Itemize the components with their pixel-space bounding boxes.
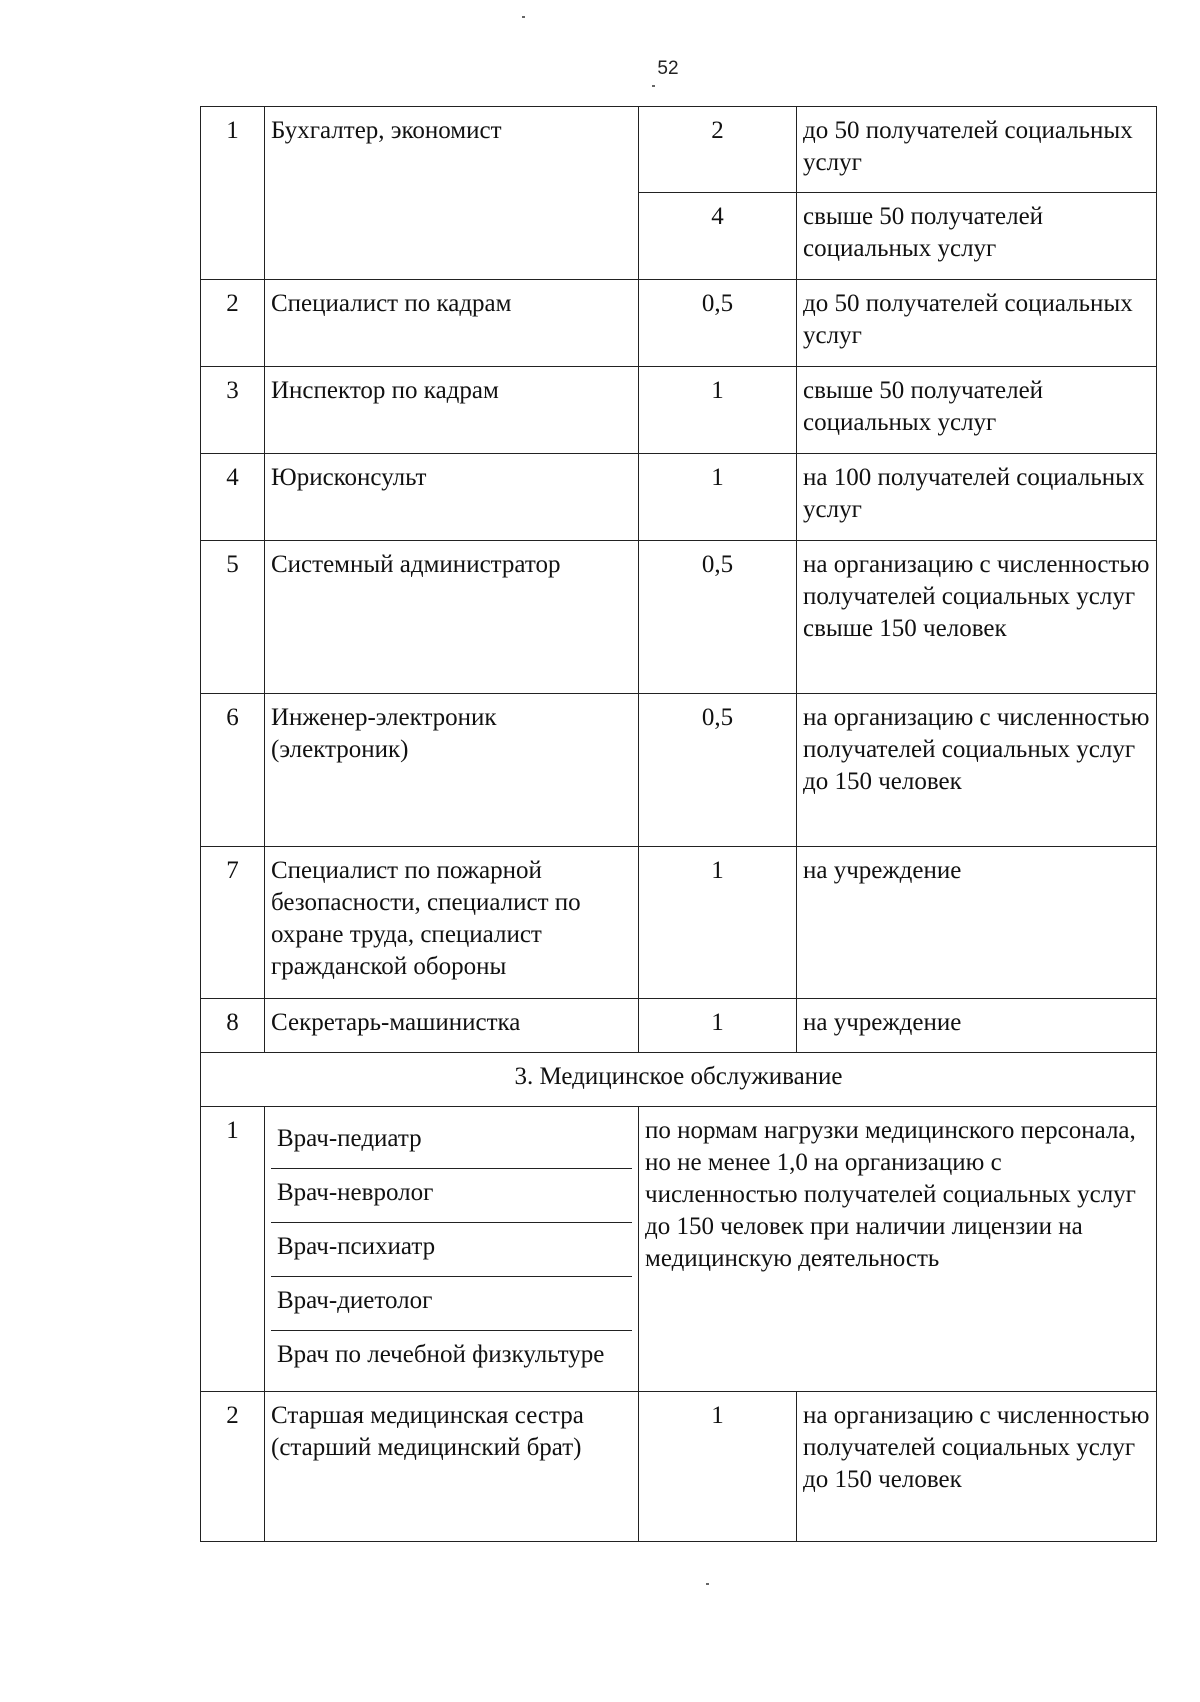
position-title: Системный администратор <box>265 541 639 694</box>
position-title: Секретарь-машинистка <box>265 999 639 1053</box>
staff-condition: на организацию с численностью получателей социальных услуг свыше 150 человек <box>797 541 1157 694</box>
table-row <box>201 1392 1157 1542</box>
doctor-item: Врач по лечебной физкультуре <box>277 1341 605 1368</box>
doctor-list <box>265 1107 639 1392</box>
table-row <box>201 847 1157 999</box>
row-number: 5 <box>201 541 265 694</box>
table-row <box>201 280 1157 367</box>
row-number: 7 <box>201 847 265 999</box>
staff-condition: до 50 получателей социальных услуг <box>797 107 1157 193</box>
staff-condition: по нормам нагрузки медицинского персонала, но не менее 1,0 на организацию с численностью получателей социальных услуг до 150 человек при наличии лицензии на медицинскую деятельность <box>639 1107 1157 1392</box>
section-title: 3. Медицинское обслуживание <box>201 1053 1157 1107</box>
staff-condition: свыше 50 получателей социальных услуг <box>797 367 1157 454</box>
staff-quantity: 1 <box>639 1392 797 1542</box>
row-number: 6 <box>201 694 265 847</box>
scan-speck <box>522 16 525 18</box>
row-number: 1 <box>201 1107 265 1392</box>
row-number: 3 <box>201 367 265 454</box>
page-number: 52 <box>657 58 679 79</box>
staff-condition: на учреждение <box>797 999 1157 1053</box>
position-title: Старшая медицинская сестра (старший медицинский брат) <box>265 1392 639 1542</box>
staff-quantity: 0,5 <box>639 280 797 367</box>
staff-quantity: 1 <box>639 847 797 999</box>
doctor-item: Врач-психиатр <box>271 1223 632 1277</box>
table-row <box>201 107 1157 193</box>
section-header-row <box>201 1053 1157 1107</box>
doctor-item: Врач-диетолог <box>271 1277 632 1331</box>
staff-quantity: 1 <box>639 367 797 454</box>
staff-condition: свыше 50 получателей социальных услуг <box>797 193 1157 280</box>
table-row <box>201 367 1157 454</box>
staff-quantity: 2 <box>639 107 797 193</box>
doctor-item: Врач-педиатр <box>271 1115 632 1169</box>
table-row <box>201 694 1157 847</box>
staff-condition: на 100 получателей социальных услуг <box>797 454 1157 541</box>
position-title: Инженер-электроник (электроник) <box>265 694 639 847</box>
staff-quantity: 0,5 <box>639 541 797 694</box>
table-row <box>201 454 1157 541</box>
table-row <box>201 541 1157 694</box>
staff-condition: на учреждение <box>797 847 1157 999</box>
position-title: Специалист по кадрам <box>265 280 639 367</box>
scan-speck <box>706 1583 709 1585</box>
staff-quantity: 0,5 <box>639 694 797 847</box>
staff-quantity: 1 <box>639 454 797 541</box>
staff-norms-table <box>200 106 1157 1542</box>
staff-quantity: 1 <box>639 999 797 1053</box>
row-number: 4 <box>201 454 265 541</box>
doctor-item: Врач-невролог <box>271 1169 632 1223</box>
staff-condition: на организацию с численностью получателей социальных услуг до 150 человек <box>797 694 1157 847</box>
staff-condition: до 50 получателей социальных услуг <box>797 280 1157 367</box>
position-title: Бухгалтер, экономист <box>265 107 639 280</box>
position-title: Инспектор по кадрам <box>265 367 639 454</box>
position-title: Юрисконсульт <box>265 454 639 541</box>
staff-quantity: 4 <box>639 193 797 280</box>
row-number: 1 <box>201 107 265 280</box>
table-row <box>201 999 1157 1053</box>
staff-condition: на организацию с численностью получателей социальных услуг до 150 человек <box>797 1392 1157 1542</box>
table-row <box>201 1107 1157 1392</box>
row-number: 8 <box>201 999 265 1053</box>
scan-speck <box>652 85 655 87</box>
row-number: 2 <box>201 1392 265 1542</box>
position-title: Специалист по пожарной безопасности, специалист по охране труда, специалист гражданской обороны <box>265 847 639 999</box>
row-number: 2 <box>201 280 265 367</box>
